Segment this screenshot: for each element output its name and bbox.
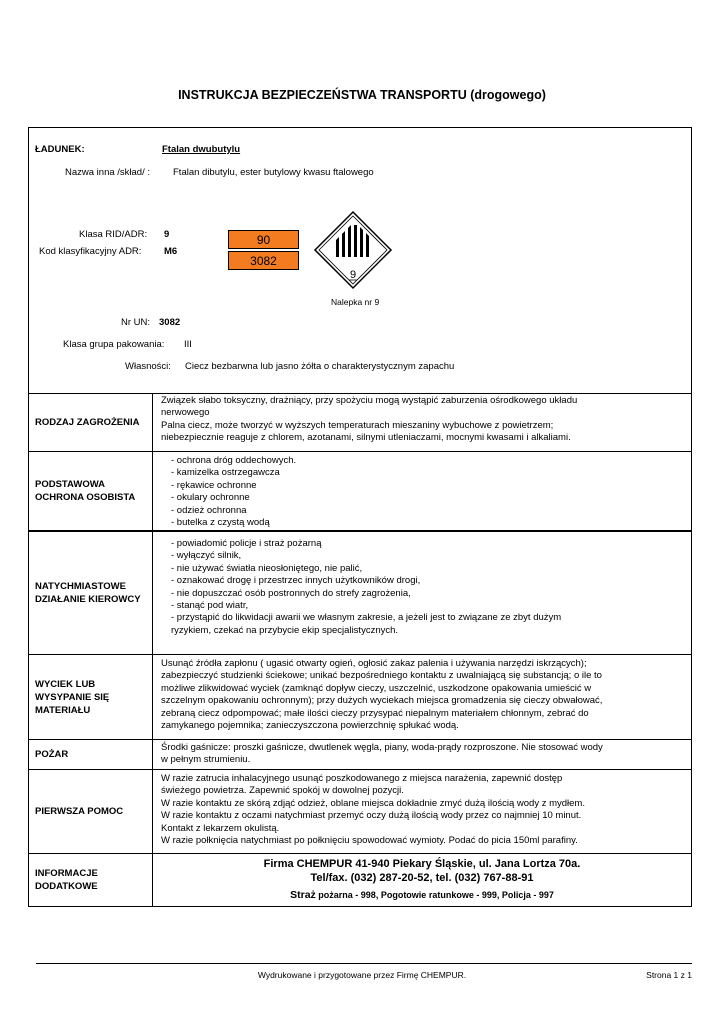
diamond-number: 9 bbox=[349, 269, 357, 281]
spill-text bbox=[161, 658, 685, 732]
protection-list bbox=[171, 455, 685, 529]
text-line: Związek słabo toksyczny, drażniący, przy spożyciu mogą wystąpić zaburzenia ośrodkowego układu bbox=[161, 395, 578, 406]
list-item: - ochrona dróg oddechowych. bbox=[171, 455, 297, 466]
other-names: Ftalan dibutylu, ester butylowy kwasu ftalowego bbox=[173, 167, 374, 178]
list-item: - nie używać światła nieosłoniętego, nie palić, bbox=[171, 562, 363, 574]
hazards-label: RODZAJ ZAGROŻENIA bbox=[29, 393, 153, 451]
spill-label bbox=[29, 655, 153, 739]
packing-group: III bbox=[184, 339, 192, 350]
text-line: W razie kontaktu ze skórą zdjąć odzież, oblane miejsca dokładnie zmyć dużą ilością wody z mydłem. bbox=[161, 797, 585, 809]
first-aid-row bbox=[29, 770, 691, 854]
footer-divider bbox=[36, 963, 692, 964]
rid-class-label: Klasa RID/ADR: bbox=[79, 229, 148, 240]
emergency-numbers: pożarna - 998, Pogotowie ratunkowe - 999, Policja - 997 bbox=[315, 890, 554, 900]
list-item: - okulary ochronne bbox=[171, 492, 250, 504]
hazard-number-plate: 90 bbox=[228, 230, 299, 249]
text-line: zamykanego pojemnika; zanieczyszczona powierzchnię spłukać wodą. bbox=[161, 720, 459, 732]
label-caption: Nalepka nr 9 bbox=[331, 297, 380, 307]
list-item: - kamizelka ostrzegawcza bbox=[171, 467, 280, 479]
list-item: - rękawice ochronne bbox=[171, 479, 257, 491]
text-line: W razie zatrucia inhalacyjnego usunąć poszkodowanego z miejsca narażenia, zapewnić dostęp bbox=[161, 773, 563, 784]
fire-row bbox=[29, 740, 691, 770]
text-line: Usunąć źródła zapłonu ( ugasić otwarty ogień, ogłosić zakaz palenia i używania narzędzi iskrzących); bbox=[161, 658, 587, 669]
driver-label-text: NATYCHMIASTOWE DZIAŁANIE KIEROWCY bbox=[35, 581, 141, 605]
text-line: możliwe zlikwidować wyciek (zamknąć dopływ cieczy, uszczelnić, uszkodzone opakowania umieścić w bbox=[161, 682, 592, 694]
text-line: szczelnym opakowaniu ochronnym); przy dużych wyciekach miejsca gromadzenia się cieczy obwałować, bbox=[161, 695, 603, 707]
driver-row bbox=[29, 531, 691, 655]
info-text bbox=[153, 857, 691, 902]
text-line: Środki gaśnicze: proszki gaśnicze, dwutlenek węgla, piany, woda-prądy rozproszone. Nie stosować wody bbox=[161, 742, 603, 753]
driver-label bbox=[29, 532, 153, 654]
text-line: zabezpieczyć studzienki ściekowe; unikać bezpośredniego kontaktu z uwalniającą się substancją; o ile to bbox=[161, 670, 602, 682]
cargo-name: Ftalan dwubutylu bbox=[162, 144, 241, 155]
protection-label bbox=[29, 452, 153, 530]
un-value: 3082 bbox=[159, 317, 181, 328]
properties-label: Własności: bbox=[125, 361, 171, 372]
list-item: - butelka z czystą wodą bbox=[171, 517, 270, 529]
text-line: zebraną ciecz odpompować; małe ilości cieczy przysypać niepalnym materiałem chłonnym, zebrać do bbox=[161, 707, 589, 719]
footer-printed-by: Wydrukowane i przygotowane przez Firmę CHEMPUR. bbox=[257, 970, 467, 980]
hazards-text bbox=[161, 395, 685, 445]
spill-row bbox=[29, 655, 691, 740]
first-aid-text bbox=[161, 773, 685, 847]
hazards-row bbox=[29, 393, 691, 452]
un-label: Nr UN: bbox=[121, 317, 151, 328]
text-line: W razie połknięcia natychmiast po połknięciu spowodować wymioty. Podać do picia 150ml parafiny. bbox=[161, 835, 578, 847]
driver-list bbox=[171, 538, 685, 637]
phones-line: Tel/fax. (032) 287-20-52, tel. (032) 767-88-91 bbox=[310, 872, 534, 884]
footer-page-number: Strona 1 z 1 bbox=[646, 970, 692, 980]
fire-label: POŻAR bbox=[29, 740, 153, 769]
list-item: - stanąć pod wiatr, bbox=[171, 600, 249, 612]
info-label bbox=[29, 854, 153, 906]
un-number-plate: 3082 bbox=[228, 251, 299, 270]
rid-class: 9 bbox=[164, 229, 170, 240]
class-9-diamond-icon bbox=[313, 210, 393, 290]
classification-label: Kod klasyfikacyjny ADR: bbox=[39, 246, 142, 257]
instruction-table bbox=[28, 127, 692, 907]
text-line: W razie kontaktu z oczami natychmiast przemyć oczy dużą ilością wody przez co najmniej 10 minut. bbox=[161, 810, 582, 822]
company-line: Firma CHEMPUR 41-940 Piekary Śląskie, ul. Jana Lortza 70a. bbox=[263, 858, 581, 870]
spill-label-text: WYCIEK LUB WYSYPANIE SIĘ MATERIAŁU bbox=[35, 678, 110, 716]
list-item: - oznakować drogę i przestrzec innych użytkowników drogi, bbox=[171, 575, 421, 587]
list-item: - wyłączyć silnik, bbox=[171, 550, 242, 562]
cargo-section bbox=[29, 128, 691, 394]
info-label-text: INFORMACJE DODATKOWE bbox=[35, 868, 98, 892]
classification: M6 bbox=[164, 246, 178, 257]
list-item: ryzykiem, czekać na przybycie ekip specjalistycznych. bbox=[171, 624, 399, 636]
text-line: w pełnym strumieniu. bbox=[161, 754, 251, 766]
text-line: świeżego powietrza. Zapewnić spokój w dowolnej pozycji. bbox=[161, 785, 404, 797]
list-item: - odzież ochronna bbox=[171, 504, 247, 516]
emergency-prefix: Straż bbox=[290, 889, 316, 901]
text-line: niebezpiecznie reaguje z chlorem, azotanami, silnymi utleniaczami, mocnymi kwasami i alkaliami. bbox=[161, 432, 571, 444]
list-item: - nie dopuszczać osób postronnych do strefy zagrożenia, bbox=[171, 587, 411, 599]
emergency-line bbox=[153, 889, 691, 902]
first-aid-label: PIERWSZA POMOC bbox=[29, 770, 153, 853]
list-item: - powiadomić policje i straż pożarną bbox=[171, 538, 322, 549]
text-line: Palna ciecz, może tworzyć w wyższych temperaturach mieszaniny wybuchowe z powietrzem; bbox=[161, 419, 554, 431]
list-item: - przystąpić do likwidacji awarii we własnym zakresie, a jeżeli jest to związane ze zbyt dużym bbox=[171, 612, 562, 624]
cargo-label: ŁADUNEK: bbox=[35, 144, 85, 155]
text-line: nerwowego bbox=[161, 407, 210, 419]
fire-text bbox=[161, 742, 685, 767]
text-line: Kontakt z lekarzem okulistą. bbox=[161, 822, 280, 834]
document-title: INSTRUKCJA BEZPIECZEŃSTWA TRANSPORTU (drogowego) bbox=[178, 88, 546, 102]
info-row bbox=[29, 854, 691, 906]
other-names-label: Nazwa inna /skład/ : bbox=[65, 167, 151, 178]
packing-group-label: Klasa grupa pakowania: bbox=[63, 339, 165, 350]
protection-label-text: PODSTAWOWA OCHRONA OSOBISTA bbox=[35, 479, 136, 503]
protection-row bbox=[29, 452, 691, 531]
properties: Ciecz bezbarwna lub jasno żółta o charakterystycznym zapachu bbox=[185, 361, 455, 372]
